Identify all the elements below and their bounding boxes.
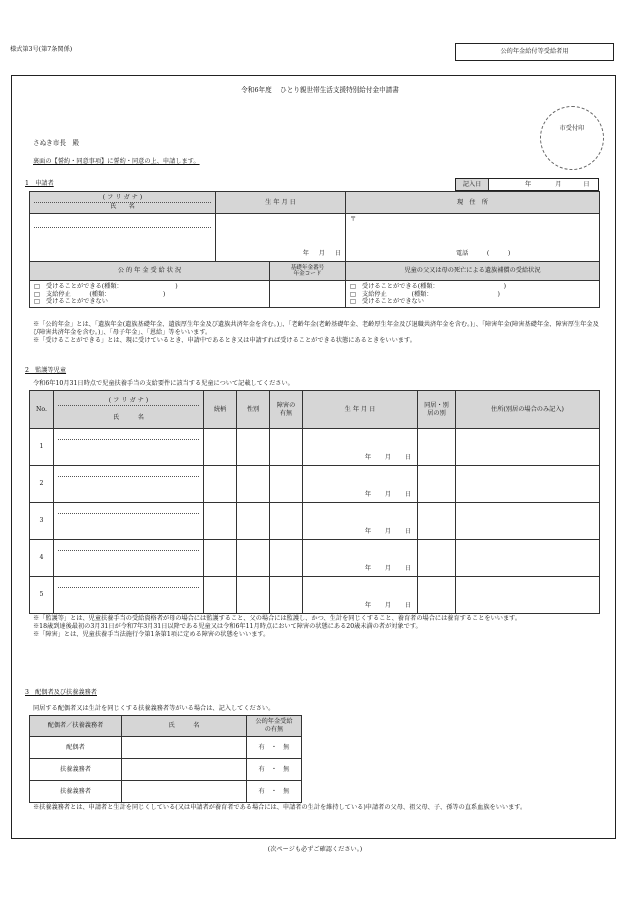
row-dob-year: 年 — [364, 528, 372, 536]
title-name: ひとり親世帯生活支援特別給付金申請書 — [280, 86, 399, 94]
bereaved-options[interactable] — [346, 281, 600, 308]
note-receivable: ※「受けることができる」とは、現に受けているとき、申請中であるとき又は申請すれば受けることができる状態にあるときをいいます。 — [33, 336, 416, 344]
row-pension-choice[interactable]: 有 ・ 無 — [247, 759, 302, 781]
entry-date-label: 記入日 — [456, 179, 489, 190]
applicant-name-cell[interactable] — [30, 214, 216, 262]
table-row[interactable] — [30, 429, 600, 466]
col-name-label: 氏 名 — [113, 414, 144, 421]
entry-date-day: 日 — [583, 180, 590, 188]
table-row[interactable] — [30, 503, 600, 540]
note-age: ※18歳到達後最初の3月31日が令和7年3月31日以降である児童又は令和6年11月時点において障害の状態にある20歳未満の者が対象です。 — [33, 622, 422, 630]
col-furigana: ( フ リ ガ ナ ) — [58, 397, 199, 406]
dob-header: 生 年 月 日 — [216, 192, 346, 214]
pension-table — [29, 261, 600, 308]
entry-date-month: 月 — [555, 180, 562, 188]
name-label: 氏 名 — [110, 203, 135, 210]
row-dob-day: 日 — [404, 602, 411, 610]
receipt-stamp-area — [540, 106, 604, 170]
dob-year: 年 — [302, 250, 309, 258]
row-dob-year: 年 — [364, 454, 372, 462]
bereaved-option-none[interactable]: □ 受けることができない — [350, 298, 424, 305]
form-title — [190, 86, 450, 94]
bereaved-option-suspended[interactable]: □ 支給停止 (種類： ) — [350, 290, 500, 298]
col-disability: 障害の有無 — [270, 391, 303, 429]
table-row[interactable] — [30, 759, 302, 781]
col-relation: 続柄 — [204, 391, 237, 429]
addressee: さぬき市長 殿 — [33, 139, 80, 147]
row-family-name[interactable] — [122, 781, 247, 803]
row-dob-day: 日 — [404, 491, 411, 499]
row-pension-choice[interactable]: 有 ・ 無 — [247, 781, 302, 803]
row-role: 扶養義務者 — [30, 781, 122, 803]
col-cohabit: 同居・別居の別 — [418, 391, 456, 429]
entry-date[interactable] — [455, 178, 599, 191]
applicant-table — [29, 191, 600, 262]
pension-option-none[interactable]: □ 受けることができない — [34, 298, 108, 305]
pledge-text: 裏面の【誓約・同意事項】に誓約・同意の上、申請します。 — [33, 158, 200, 165]
table-row[interactable] — [30, 781, 302, 803]
row-no: 2 — [30, 466, 54, 503]
entry-date-year: 年 — [525, 180, 532, 188]
section1-notes — [33, 321, 603, 344]
col-address: 住所(別居の場合のみ記入) — [456, 391, 600, 429]
row-dob-year: 年 — [364, 565, 372, 573]
pension-option-suspended[interactable]: □ 支給停止 (種類： ) — [34, 290, 166, 298]
receipt-stamp-label: 市受付印 — [559, 125, 585, 133]
phone-label: 電話 ( ) — [456, 250, 511, 258]
family-table — [29, 715, 302, 803]
title-era: 令和6年度 — [241, 86, 272, 94]
dob-day: 日 — [334, 250, 341, 258]
bereaved-status-header: 児童の父又は母の死亡による遺族補償の受給状況 — [346, 262, 600, 281]
col-family-name: 氏 名 — [122, 716, 247, 737]
section2-notes — [33, 615, 603, 638]
section3-note: ※扶養義務者とは、申請者と生計を同じくしている(又は申請者が養育者である場合には、申請者の生計を維持している)申請者の父母、祖父母、子、孫等の直系血族をいいます。 — [33, 804, 527, 811]
postal-mark: 〒 — [350, 216, 357, 223]
row-dob-day: 日 — [404, 528, 411, 536]
section3-heading: 3 配偶者及び扶養義務者 — [25, 689, 97, 696]
row-family-name[interactable] — [122, 759, 247, 781]
row-pension-choice[interactable]: 有 ・ 無 — [247, 737, 302, 759]
row-no: 1 — [30, 429, 54, 466]
applicant-address-cell[interactable] — [346, 214, 600, 262]
row-no: 5 — [30, 577, 54, 614]
dob-month: 月 — [318, 250, 325, 258]
col-name — [54, 391, 204, 429]
usage-box: 公的年金給付等受給者用 — [455, 43, 614, 61]
col-role: 配偶者／扶養義務者 — [30, 716, 122, 737]
row-dob-year: 年 — [364, 491, 372, 499]
row-role: 配偶者 — [30, 737, 122, 759]
note-public-pension: ※「公的年金」とは、「遺族年金(遺族基礎年金、遺族厚生年金及び遺族共済年金を含む。)」、「老齢年金(老齢基礎年金、老齢厚生年金及び退職共済年金を含む。)」、「障害年金(障害基礎年金、障害厚生年金及び障害共済年金を含む。)」、「母子年金」、「恩給」等をいいます。 — [33, 321, 599, 336]
section3-intro: 同居する配偶者又は生計を同じくする扶養義務者等がいる場合は、記入してください。 — [33, 705, 275, 712]
children-table — [29, 390, 600, 614]
row-family-name[interactable] — [122, 737, 247, 759]
note-custody: ※「監護等」とは、児童扶養手当の受給資格者が母の場合には監護すること、父の場合には監護し、かつ、生計を同じくすること、養育者の場合には養育することをいいます。 — [33, 615, 522, 622]
col-family-pension: 公的年金受給の有無 — [247, 716, 302, 737]
section2-heading: 2 監護等児童 — [25, 367, 67, 374]
table-row[interactable] — [30, 540, 600, 577]
col-sex: 性別 — [237, 391, 270, 429]
pension-code-cell[interactable] — [270, 281, 346, 308]
address-header: 現 住 所 — [346, 192, 600, 214]
furigana-label: ( フ リ ガ ナ ) — [34, 194, 211, 203]
row-dob-month: 月 — [384, 491, 392, 499]
pension-options[interactable] — [30, 281, 270, 308]
table-row[interactable] — [30, 577, 600, 614]
form-number: 様式第3号(第7条関係) — [10, 46, 73, 53]
applicant-dob-cell[interactable] — [216, 214, 346, 262]
pension-option-receivable[interactable]: □ 受けることができる(種類： ) — [34, 283, 178, 290]
row-dob-month: 月 — [384, 565, 392, 573]
table-row[interactable] — [30, 737, 302, 759]
applicant-name-header — [30, 192, 216, 214]
pension-code-header: 基礎年金番号 年金コード — [270, 262, 346, 281]
note-disability: ※「障害」とは、児童扶養手当法施行令第1条第1項に定める障害の状態をいいます。 — [33, 630, 270, 638]
bereaved-option-receivable[interactable]: □ 受けることができる(種類： ) — [350, 283, 507, 290]
row-no: 3 — [30, 503, 54, 540]
row-dob-day: 日 — [404, 454, 411, 462]
footer-note: (次ページも必ずご確認ください。) — [267, 846, 363, 853]
row-dob-day: 日 — [404, 565, 411, 573]
table-row[interactable] — [30, 466, 600, 503]
row-no: 4 — [30, 540, 54, 577]
row-dob-month: 月 — [384, 454, 392, 462]
section2-intro: 令和6年10月31日時点で児童扶養手当の支給要件に該当する児童について記載してください。 — [33, 380, 294, 387]
col-dob: 生 年 月 日 — [303, 391, 418, 429]
row-role: 扶養義務者 — [30, 759, 122, 781]
row-dob-month: 月 — [384, 528, 392, 536]
row-dob-year: 年 — [364, 602, 372, 610]
pension-status-header: 公 的 年 金 受 給 状 況 — [30, 262, 270, 281]
section1-heading: 1 申請者 — [25, 180, 54, 187]
col-no: No. — [30, 391, 54, 429]
row-dob-month: 月 — [384, 602, 392, 610]
